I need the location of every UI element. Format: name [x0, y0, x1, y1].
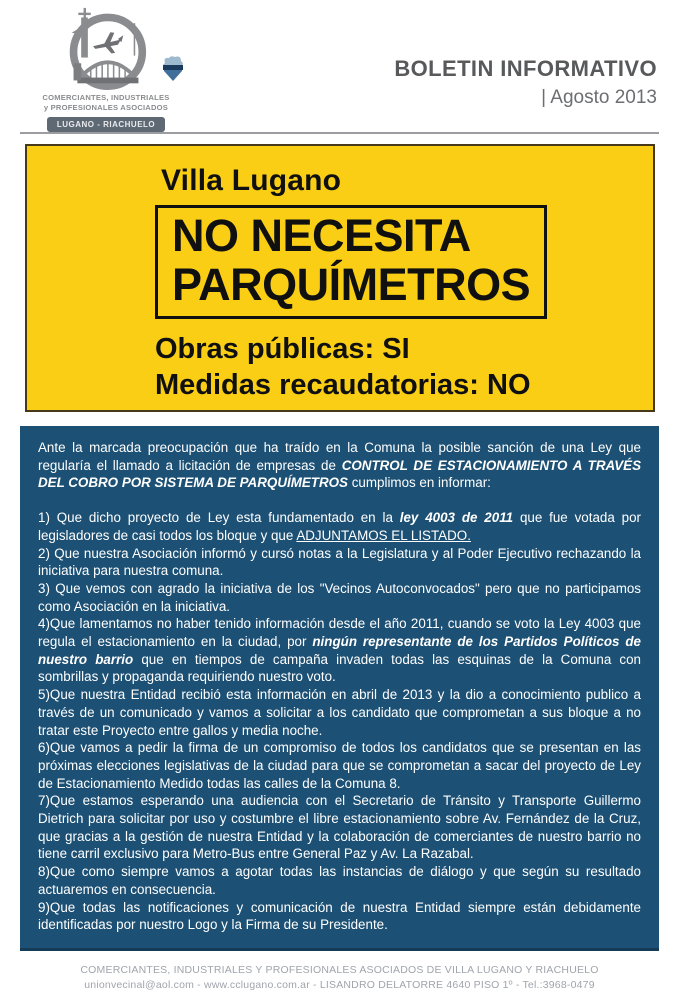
association-logo-block	[26, 6, 186, 132]
body-paragraph	[38, 545, 641, 580]
header	[0, 0, 679, 129]
body-text-segment: 1) Que dicho proyecto de Ley esta fundamentado en la	[38, 510, 400, 526]
body-text-segment: cumplimos en informar:	[348, 475, 491, 491]
body-paragraph	[38, 792, 641, 863]
footer	[0, 951, 679, 993]
body-text-segment: 5)Que nuestra Entidad recibió esta información en abril de 2013 y la dio a conocimiento publico a través de un comunicado y vamos a solicitar a los candidato que comprometan a sus bloque a no tratar este Proyecto entre gallos y media noche.	[38, 687, 641, 738]
body-paragraph	[38, 899, 641, 934]
banner-headline-line1: NO NECESITA	[172, 210, 471, 261]
footer-contact-line: unionvecinal@aol.com - www.cclugano.com.ar - LISANDRO DELATORRE 4640 PISO 1º - Tel.:3968-0479	[84, 978, 595, 991]
body-text-segment: 4)Que lamentamos no haber tenido información desde el año 2011, cuando se voto la Ley 4003 que regula el estacionamiento en la ciudad, por	[38, 616, 641, 650]
body-paragraph	[38, 580, 641, 615]
org-name	[26, 93, 186, 113]
footer-org-line: COMERCIANTES, INDUSTRIALES Y PROFESIONALES ASOCIADOS DE VILLA LUGANO Y RIACHUELO	[80, 963, 599, 976]
body-text-segment: 6)Que vamos a pedir la firma de un compromiso de todos los candidatos que se presentan en las próximas elecciones legislativas de la ciudad para que se comprometan a sacar del proyecto de Ley de Estacionamiento Medido todas las calles de la Comuna 8.	[38, 740, 641, 791]
body-text-segment: ley 4003 de 2011	[399, 510, 514, 526]
body-paragraph	[38, 739, 641, 792]
banner-headline-line2: PARQUÍMETROS	[172, 259, 531, 311]
body-text-segment: ADJUNTAMOS EL LISTADO.	[296, 527, 471, 543]
org-location-badge: LUGANO - RIACHUELO	[47, 117, 165, 133]
body-paragraph	[38, 686, 641, 739]
fecoba-badge-icon	[161, 55, 185, 88]
bulletin-date: | Agosto 2013	[541, 87, 657, 108]
banner-subline1: Obras públicas: SI	[155, 333, 410, 366]
body-text-segment: que fue votada por legisladores de casi todos los bloque y que	[38, 510, 641, 543]
body-text-segment: CONTROL DE ESTACIONAMIENTO A TRAVÉS DEL COBRO POR SISTEMA DE PARQUÍMETROS	[38, 457, 642, 491]
body-paragraph	[38, 439, 641, 492]
banner-headline-box	[155, 205, 547, 319]
body-text-segment: Ante la marcada preocupación que ha traído en la Comuna la posible sanción de una Ley que regularía el llamado a licitación de empresas de	[38, 440, 641, 473]
lugano-emblem-icon	[58, 6, 154, 90]
bulletin-title: BOLETIN INFORMATIVO	[394, 56, 657, 81]
body-text-segment: 8)Que como siempre vamos a agotar todas las instancias de diálogo y que según su resultado actuaremos en consecuencia.	[38, 864, 641, 897]
header-divider	[20, 132, 659, 134]
body-text-segment: 7)Que estamos esperando una audiencia con el Secretario de Tránsito y Transporte Guillermo Dietrich para solicitar por uso y costumbre el libre estacionamiento sobre Av. Fernández de la Cruz, que gracias a la gestión de nuestra Entidad y la colaboración de comerciantes de nuestro barrio no tiene carril exclusivo para Metro-Bus entre General Paz y Av. La Razabal.	[38, 793, 641, 862]
bulletin-header	[394, 6, 657, 109]
bulletin-body-panel	[20, 426, 659, 951]
body-text-segment: 3) Que vemos con agrado la iniciativa de los "Vecinos Autoconvocados" pero que no participamos como Asociación en la iniciativa.	[38, 580, 641, 614]
association-logo	[41, 6, 171, 90]
banner-subline2: Medidas recaudatorias: NO	[155, 369, 531, 402]
org-name-line2: y PROFESIONALES ASOCIADOS	[43, 102, 169, 112]
body-text-segment: 2) Que nuestra Asociación informó y cursó notas a la Legislatura y al Poder Ejecutivo rechazando la iniciativa para nuestra comuna.	[38, 545, 641, 579]
banner-location: Villa Lugano	[161, 164, 342, 197]
org-name-line1: COMERCIANTES, INDUSTRIALES	[42, 93, 170, 102]
body-paragraph	[38, 863, 641, 898]
body-text-segment: ningún representante de los Partidos Políticos de nuestro barrio	[38, 634, 641, 667]
body-text-segment: 9)Que todas las notificaciones y comunicación de nuestra Entidad siempre están debidamente identificadas por nuestro Logo y la Firma de su Presidente.	[38, 899, 641, 933]
yellow-banner	[25, 144, 655, 412]
body-text-segment: que en tiempos de campaña invaden todas las esquinas de la Comuna con sombrillas y propaganda requiriendo nuestro voto.	[38, 651, 642, 685]
body-paragraph	[38, 615, 641, 686]
body-paragraph	[38, 509, 641, 544]
